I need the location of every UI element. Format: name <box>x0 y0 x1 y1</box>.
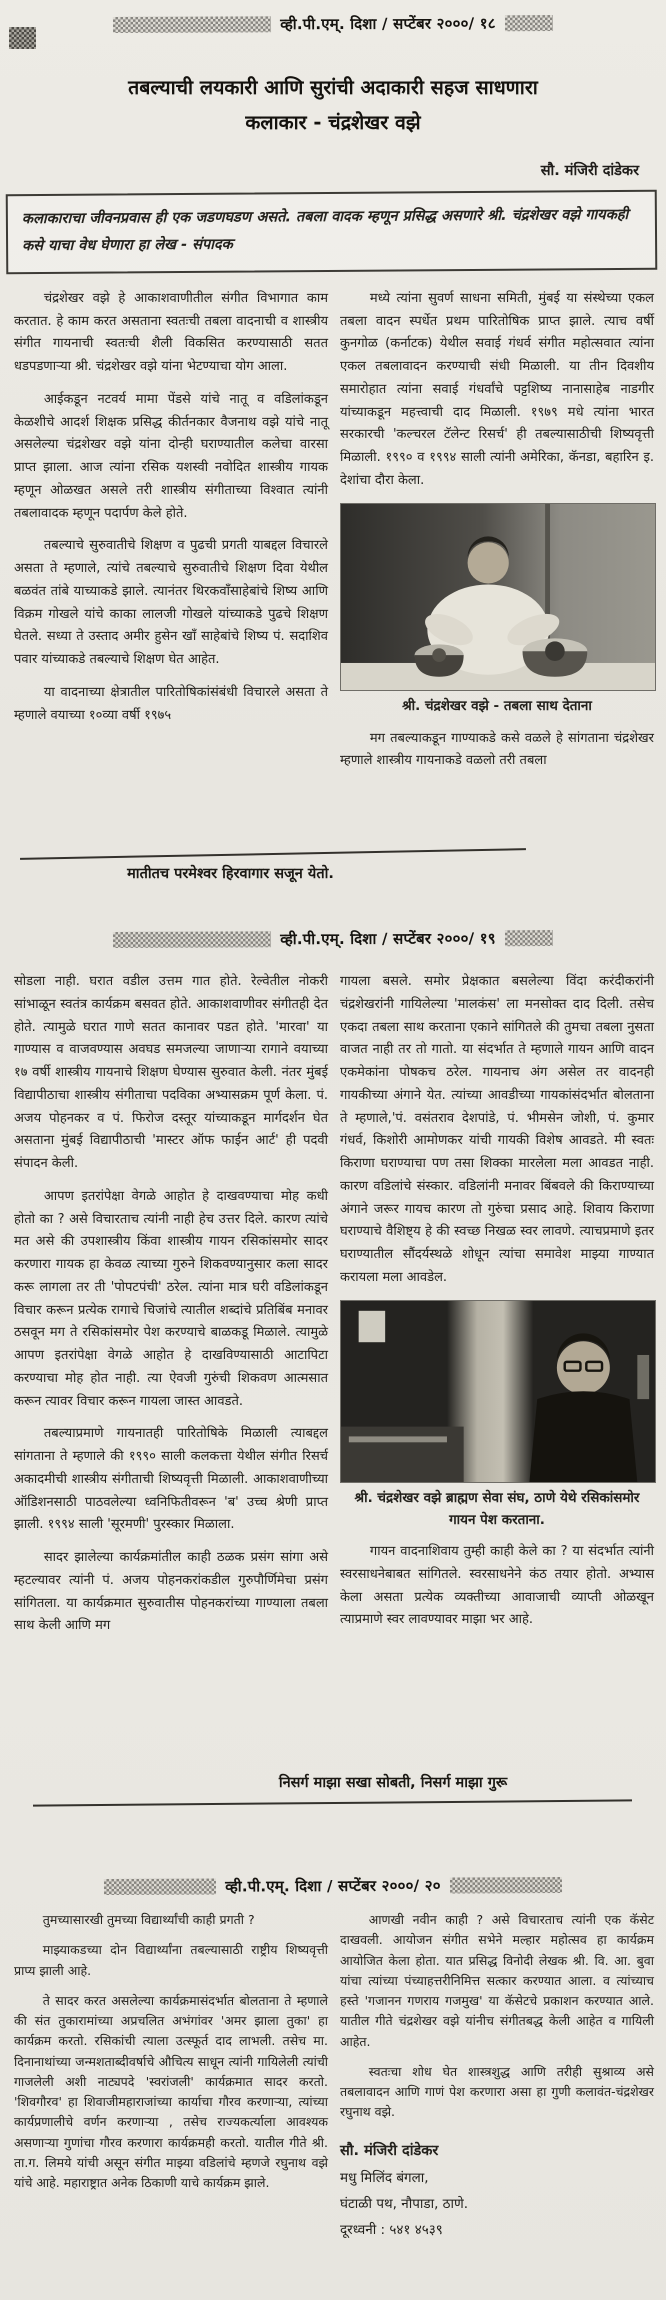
page-20 <box>0 1868 666 2300</box>
page-18 <box>0 0 666 895</box>
photo-tabla-illustration <box>340 503 656 691</box>
page-header <box>0 928 666 951</box>
paragraph: माझ्याकडच्या दोन विद्यार्थ्यांना तबल्यासाठी राष्ट्रीय शिष्यवृत्ती प्राप्य झाली आहे. <box>14 1942 328 1978</box>
paragraph: आपण इतरांपेक्षा वेगळे आहोत हे दाखवण्याचा मोह कधी होतो का ? असे विचारताच त्यांनी नाही हेच उत्तर दिले. कारण त्यांचे मत असे की उपशास्त्रीय किंवा शास्त्रीय गायन रसिकांसमोर सादर करणारा गायक हा केवळ त्याच्या गुरुने शिकवण्यानुसार कला सादर करू लागला तर ती 'पोपटपंची' ठरेल. त्यांना मात्र घरी वडिलांकडून विचार करून प्रत्येक रागाचे चिजांचे त्यातील शब्दांचे प्रतिबिंब मनावर ठसवून मग ते रसिकांसमोर पेश करण्याचे बाळकडू मिळाले. त्यामुळे आपण इतरांपेक्षा वेगळे आहोत हे दाखविण्यासाठी आटापिटा करण्याचा मोह होत नाही. त्या ऐवजी गुरुंची शिकवण आत्मसात करून त्यावर विचार करून गायला जास्त आवडते. <box>14 1188 328 1409</box>
paragraph: मग तबल्याकडून गाण्याकडे कसे वळले हे सांगताना चंद्रशेखर म्हणाले शास्त्रीय गायनाकडे वळलो तरी तबला <box>340 730 654 769</box>
photo-harmonium-illustration <box>340 1300 656 1484</box>
page-header-text: व्ही.पी.एम्. दिशा / सप्टेंबर २०००/ १८ <box>280 14 496 34</box>
paragraph: गायला बसले. समोर प्रेक्षकात बसलेल्या विंदा करंदीकरांनी चंद्रशेखरांनी गायिलेल्या 'मालकंस' ला मनसोक्त दाद दिली. तसेच एकदा तबला साथ करताना एकाने सांगितले की तुमचा तबला नुसता वाजत नाही तर तो गातो. या संदर्भात ते म्हणाले गायन आणि वादन एकमेकांना पोषकच ठरेल. गायनाच अंग असेल तर वादनही गायकीच्या अंगाने येत. त्यांच्या आवडीच्या गायकांसंदर्भात बोलताना ते म्हणाले,'पं. वसंतराव देशपांडे, पं. भीमसेन जोशी, पं. कुमार गंधर्व, किशोरी आमोणकर यांची गायकी विशेष आवडते. मी स्वतः किराणा घराण्याचा पण तसा शिक्का मारलेला मला आवडत नाही. कारण वडिलांचे संस्कार. वडिलांनी मनावर बिंबवले की किराण्याच्या अंगाने जरूर गायच कारण तो गुरुंचा प्रसाद आहे. शिवाय किराणा घराण्याचे वैशिष्ट्य हे की स्वच्छ निखळ स्वर लावणे. त्याचप्रमाणे इतर घराण्यातील सौंदर्यस्थळे शोधून त्यांचा समावेश माझ्या गाण्यात करायला मला आवडेल. <box>340 974 654 1285</box>
paragraph: मध्ये त्यांना सुवर्ण साधना समिती, मुंबई या संस्थेच्या एकल तबला वादन स्पर्धेत प्रथम पारितोषिक प्राप्त झाले. त्याच वर्षी कुनगोळ (कर्नाटक) येथील सवाई गंधर्व संगीत महोत्सवात त्यांना एकल तबलावादन करण्याची संधी मिळाली. या तीन दिवशीय समारोहात त्यांना सवाई गंधर्वांचे पट्टशिष्य नानासाहेब नाडगीर यांच्याकडून महत्त्वाची दाद मिळाली. १९७९ मधे त्यांना भारत सरकारची 'कल्चरल टॅलेन्ट रिसर्च' ही तबल्यासाठीची शिष्यवृत्ती मिळाली. १९९० व १९९४ साली त्यांनी अमेरिका, कॅनडा, बहारिन इ. देशांचा दौरा केला. <box>340 290 654 488</box>
intro-text: कलाकाराचा जीवनप्रवास ही एक जडणघडण असते. तबला वादक म्हणून प्रसिद्ध असणारे श्री. चंद्रशेखर वझे गायकही कसे याचा वेध घेणारा हा लेख - संपादक <box>21 207 629 255</box>
footer-quote <box>0 1772 666 1804</box>
article-title-line1: तबल्याची लयकारी आणि सुरांची अदाकारी सहज साधणारा <box>128 76 538 99</box>
body-columns <box>0 1910 666 2244</box>
checkered-bar <box>450 1877 562 1893</box>
footer-quote-text: मातीतच परमेश्वर हिरवागार सजून येतो. <box>127 866 334 882</box>
checkered-bar <box>505 930 553 946</box>
paragraph: सादर झालेल्या कार्यक्रमांतील काही ठळक प्रसंग सांगा असे म्हटल्यावर त्यांनी पं. अजय पोहनकरांकडील गुरुपौर्णिमेचा प्रसंग सांगितला. या कार्यक्रमात सुरुवातीस पोहनकरांच्या गाण्याला तबला साथ केली आणि मग <box>14 1550 328 1634</box>
article-title <box>26 70 640 140</box>
page-header <box>0 1875 666 1898</box>
checkered-bar <box>113 16 271 33</box>
checkered-bar <box>505 15 553 31</box>
paragraph: आणखी नवीन काही ? असे विचारताच त्यांनी एक कॅसेट दाखवली. आयोजन संगीत सभेने मल्हार महोत्सव हा कार्यक्रम आयोजित केला होता. यात प्रसिद्ध विनोदी लेखक श्री. वि. आ. बुवा यांचा त्यांच्या पंच्याहत्तरीनिमित्त सत्कार करण्यात आला. व त्यांच्याच हस्ते 'गजानन गणराय गजमुख' या कॅसेटचे प्रकाशन करण्यात आले. यातील गीते चंद्रशेखर वझे यांनीच संगीतबद्ध केली आहेत व गायिली आहेत. <box>340 1912 654 2049</box>
paragraph: स्वतःचा शोध घेत शास्त्रशुद्ध आणि तरीही सुश्राव्य असे तबलावादन आणि गाणं पेश करणारा असा हा गुणी कलावंत-चंद्रशेखर रघुनाथ वझे. <box>340 2063 654 2120</box>
signature-name: सौ. मंजिरी दांडेकर <box>340 2142 439 2159</box>
paragraph: तबल्याचे सुरुवातीचे शिक्षण व पुढची प्रगती याबद्दल विचारले असता ते म्हणाले, त्यांचे तबल्याचे सुरुवातीचे शिक्षण दिवा येथील बळवंत तांबे याच्याकडे झाले. त्यानंतर थिरकवाँसाहेबांचे शिष्य आणि विक्रम गोखले यांचे काका लालजी गोखले यांच्याकडे पुढचे शिक्षण घेतले. सध्या ते उस्ताद अमीर हुसेन खाँ साहेबांचे शिष्य पं. सदाशिव पवार यांच्याकडे तबल्याचे शिक्षण घेत आहेत. <box>14 538 328 668</box>
paragraph: आईकडून नटवर्य मामा पेंडसे यांचे नातू व वडिलांकडून केळशीचे आदर्श शिक्षक प्रसिद्ध कीर्तनकार वैजनाथ वझे यांचे नातू असलेल्या चंद्रशेखर वझे यांना दोन्ही घराण्यातील कलेचा वारसा प्राप्त झाला. आज त्यांना रसिक यशस्वी नवोदित शास्त्रीय गायक म्हणून ओळखत असले तरी शास्त्रीय संगीताच्या विश्वात त्यांनी तबलावादक म्हणून पदार्पण केले होते. <box>14 391 328 521</box>
right-column <box>340 1910 654 2244</box>
author-byline: सौ. मंजिरी दांडेकर <box>540 163 639 180</box>
paragraph: या वादनाच्या क्षेत्रातील पारितोषिकांसंबंधी विचारले असता ते म्हणाले वयाच्या १०व्या वर्षी १९७५ <box>14 684 328 723</box>
right-column <box>340 288 654 783</box>
paragraph: ते सादर करत असलेल्या कार्यक्रमासंदर्भात बोलताना ते म्हणाले की संत तुकारामांच्या अप्रचलित अभंगांवर 'अमर झाला तुका' हा कार्यक्रम करतो. रसिकांची त्याला उत्स्फूर्त दाद लाभली. तसेच मा. दिनानाथांच्या जन्मशताब्दीवर्षाचे औचित्य साधून त्यांनी गायिलेली त्यांची गाजलेली अशी नाट्यपदे 'स्वरांजली' कार्यक्रमात सादर करतो. 'शिवगौरव' हा शिवाजीमहाराजांच्या कार्याचा गौरव करणाऱ्या, त्यांच्या कार्यप्रणालीचे वर्णन करणाऱ्या , तसेच राज्यकर्त्याला आवश्यक असणाऱ्या गुणांचा गौरव करणारा कार्यक्रमही करतो. यातील गीते श्री. ता.ग. लिमये यांची असून संगीत माझ्या वडिलांचे म्हणजे रघुनाथ वझे यांचे आहे. महाराष्ट्रात अनेक ठिकाणी याचे कार्यक्रम झाले. <box>14 1992 328 2190</box>
checkered-bar <box>113 931 271 948</box>
photo-caption: श्री. चंद्रशेखर वझे - तबला साथ देताना <box>402 698 592 714</box>
left-column <box>14 288 328 783</box>
horizontal-rule <box>33 1799 632 1806</box>
signature-phone: दूरध्वनी : ५४१ ४५३९ <box>340 2222 443 2239</box>
paragraph: गायन वादनाशिवाय तुम्ही काही केले का ? या संदर्भात त्यांनी स्वरसाधनेबाबत सांगितले. स्वरसाधनेने कंठ तयार होतो. अभ्यास केला असता प्रत्येक व्यक्तीच्या आवाजाची व्याप्ती ओळखून त्याप्रमाणे स्वर लावण्यावर माझा भर आहे. <box>340 1544 654 1628</box>
left-column <box>14 971 328 1648</box>
footer-quote-text: निसर्ग माझा सखा सोबती, निसर्ग माझा गुरू <box>278 1775 508 1791</box>
paragraph: तबल्याप्रमाणे गायनातही पारितोषिके मिळाली त्याबद्दल सांगताना ते म्हणाले की १९९० साली कलकत्ता येथील संगीत रिसर्च अकादमीची शास्त्रीय संगीताची शिष्यवृत्ती मिळाली. आकाशवाणीच्या ऑडिशनसाठी पाठवलेल्या ध्वनिफितीवरून 'ब' उच्च श्रेणी प्राप्त झाली. १९९४ साली 'सूरमणी' पुरस्कार मिळाला. <box>14 1426 328 1533</box>
body-columns <box>0 288 666 783</box>
paragraph: सोडला नाही. घरात वडील उत्तम गात होते. रेल्वेतील नोकरी सांभाळून स्वतंत्र कार्यक्रम बसवत होते. आकाशवाणीवर संगीतही देत होते. त्यामुळे घरात गाणे सतत कानावर पडत होते. 'मारवा' या गाण्यास व वाजवण्यास अवघड समजल्या जाणाऱ्या रागाने वयाच्या १७ वर्षी शास्त्रीय गायनाचे शिक्षण घेण्यास सुरुवात केली. नंतर मुंबई विद्यापीठाचा शास्त्रीय संगीताचा पदविका अभ्यासक्रम पूर्ण केला. पं. अजय पोहनकर व पं. फिरोज दस्तूर यांच्याकडून मार्गदर्शन घेत असताना मुंबई विद्यापीठाची 'मास्टर ऑफ फाईन आर्ट' ही पदवी संपादन केली. <box>14 974 328 1171</box>
intro-box <box>6 190 658 274</box>
photo-vocal-performance <box>340 1300 654 1484</box>
photo-tabla-accompaniment <box>340 503 654 691</box>
horizontal-rule <box>20 848 526 860</box>
paragraph: चंद्रशेखर वझे हे आकाशवाणीतील संगीत विभागात काम करतात. हे काम करत असताना स्वतःची तबला वादनाची व शास्त्रीय संगीत गायनाची स्वतःची शैली विकसित करण्यासाठी सतत धडपडणाऱ्या श्री. चंद्रशेखर वझे यांना भेटण्याचा योग आला. <box>14 290 328 375</box>
photo-caption: श्री. चंद्रशेखर वझे ब्राह्मण सेवा संघ, ठाणे येथे रसिकांसमोर गायन पेश करताना. <box>354 1490 640 1528</box>
page-header-text: व्ही.पी.एम्. दिशा / सप्टेंबर २०००/ २० <box>225 1876 441 1896</box>
page-header <box>0 13 666 36</box>
checkered-bar <box>104 1879 216 1895</box>
signature-address-line: मधु मिलिंद बंगला, <box>340 2169 429 2186</box>
right-column <box>340 971 654 1648</box>
signature-block <box>340 2137 654 2244</box>
left-column <box>14 1910 328 2244</box>
page-header-text: व्ही.पी.एम्. दिशा / सप्टेंबर २०००/ १९ <box>280 929 496 949</box>
article-title-line2: कलाकार - चंद्रशेखर वझे <box>245 111 421 135</box>
footer-quote <box>0 853 666 883</box>
body-columns <box>0 971 666 1648</box>
page-19 <box>0 895 666 1868</box>
signature-address-line: घंटाळी पथ, नौपाडा, ठाणे. <box>340 2196 469 2213</box>
paragraph: तुमच्यासारखी तुमच्या विद्यार्थ्यांची काही प्रगती ? <box>42 1912 255 1927</box>
